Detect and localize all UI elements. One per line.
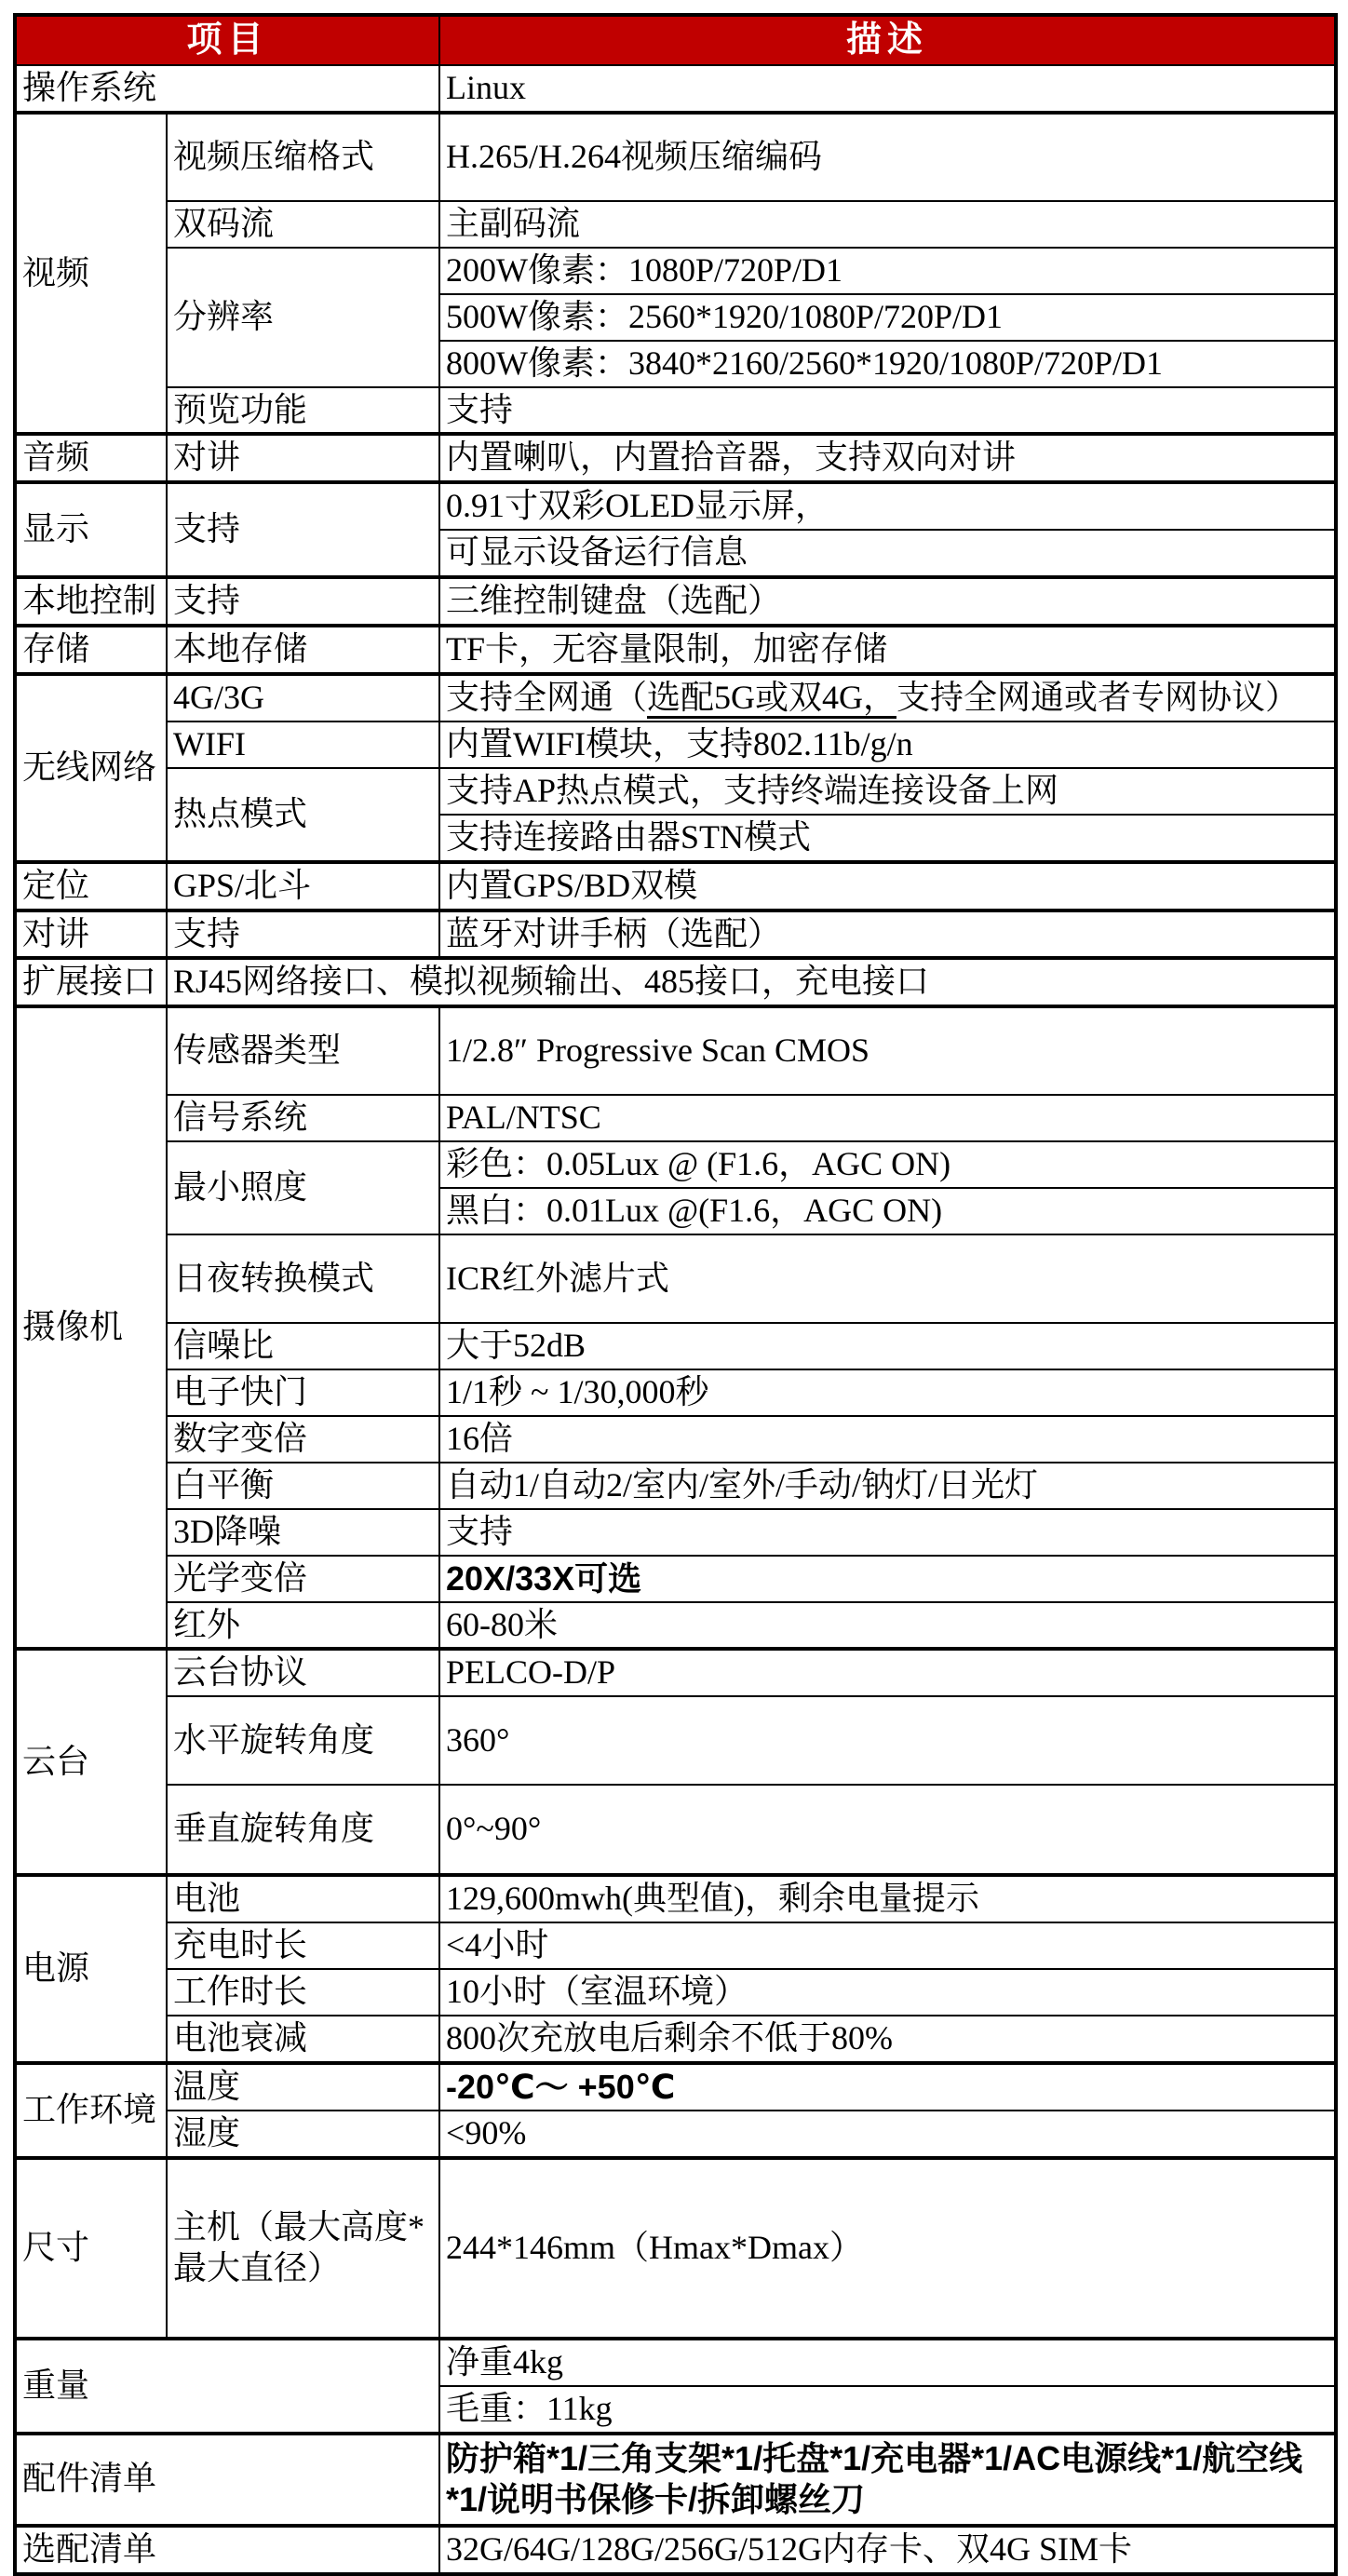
table-row	[15, 626, 1336, 674]
table-row	[15, 2339, 1336, 2386]
desc-cell: RJ45网络接口、模拟视频输出、485接口，充电接口	[167, 958, 1336, 1006]
category-cell: 摄像机	[15, 1006, 167, 1649]
desc-cell: 500W像素：2560*1920/1080P/720P/D1	[439, 294, 1336, 341]
table-row	[15, 1875, 1336, 1922]
table-row	[15, 958, 1336, 1006]
table-row	[15, 1696, 1336, 1785]
desc-cell: 三维控制键盘（选配）	[439, 577, 1336, 626]
desc-cell: <4小时	[439, 1922, 1336, 1969]
label-cell: 红外	[167, 1602, 439, 1650]
label-cell: 日夜转换模式	[167, 1234, 439, 1323]
desc-cell: 主副码流	[439, 201, 1336, 248]
column-header-desc: 描述	[439, 15, 1336, 65]
label-cell: 支持	[167, 577, 439, 626]
category-cell: 云台	[15, 1649, 167, 1875]
category-cell: 存储	[15, 626, 167, 674]
desc-cell: TF卡，无容量限制，加密存储	[439, 626, 1336, 674]
table-row	[15, 1556, 1336, 1602]
table-row	[15, 2063, 1336, 2111]
label-cell: 本地存储	[167, 626, 439, 674]
table-row	[15, 2016, 1336, 2063]
table-row	[15, 434, 1336, 482]
category-cell: 重量	[15, 2339, 439, 2434]
desc-cell: 244*146mm（Hmax*Dmax）	[439, 2158, 1336, 2339]
table-row	[15, 1006, 1336, 1095]
category-cell: 尺寸	[15, 2158, 167, 2339]
label-cell: 视频压缩格式	[167, 113, 439, 201]
spec-sheet	[13, 13, 1338, 2576]
underlined-text: 选配5G或双4G，	[647, 679, 896, 719]
table-row	[15, 910, 1336, 959]
table-row	[15, 1323, 1336, 1369]
label-cell: 光学变倍	[167, 1556, 439, 1602]
desc-cell: ICR红外滤片式	[439, 1234, 1336, 1323]
label-cell: 支持	[167, 482, 439, 577]
label-cell: 3D降噪	[167, 1509, 439, 1556]
desc-cell: 0°~90°	[439, 1785, 1336, 1875]
label-cell: 分辨率	[167, 248, 439, 387]
label-cell: WIFI	[167, 722, 439, 768]
table-row	[15, 1649, 1336, 1696]
desc-cell: <90%	[439, 2111, 1336, 2158]
category-cell: 定位	[15, 862, 167, 910]
desc-cell: 16倍	[439, 1416, 1336, 1463]
desc-cell: 1/2.8″ Progressive Scan CMOS	[439, 1006, 1336, 1095]
category-cell: 显示	[15, 482, 167, 577]
table-row	[15, 387, 1336, 435]
desc-cell: 0.91寸双彩OLED显示屏，	[439, 482, 1336, 530]
label-cell: 对讲	[167, 434, 439, 482]
desc-cell: Linux	[439, 65, 1336, 113]
label-cell: 电池	[167, 1875, 439, 1922]
desc-cell: 支持	[439, 1509, 1336, 1556]
table-row	[15, 1141, 1336, 1188]
category-cell: 配件清单	[15, 2434, 439, 2526]
desc-cell: 10小时（室温环境）	[439, 1969, 1336, 2016]
table-row	[15, 1922, 1336, 1969]
table-row	[15, 1463, 1336, 1509]
table-row	[15, 1969, 1336, 2016]
desc-cell: 支持AP热点模式，支持终端连接设备上网	[439, 768, 1336, 815]
label-cell: 主机（最大高度*最大直径）	[167, 2158, 439, 2339]
desc-cell: 内置喇叭，内置拾音器，支持双向对讲	[439, 434, 1336, 482]
table-row	[15, 1095, 1336, 1141]
desc-cell: H.265/H.264视频压缩编码	[439, 113, 1336, 201]
category-cell: 视频	[15, 113, 167, 435]
label-cell: 电子快门	[167, 1369, 439, 1416]
label-cell: 白平衡	[167, 1463, 439, 1509]
table-row	[15, 674, 1336, 722]
label-cell: 4G/3G	[167, 674, 439, 722]
desc-cell	[439, 674, 1336, 722]
desc-cell: -20℃～ +50℃	[439, 2063, 1336, 2111]
desc-cell: PAL/NTSC	[439, 1095, 1336, 1141]
label-cell: 湿度	[167, 2111, 439, 2158]
desc-cell: 大于52dB	[439, 1323, 1336, 1369]
desc-cell	[439, 2434, 1336, 2526]
table-row	[15, 201, 1336, 248]
category-cell: 电源	[15, 1875, 167, 2063]
label-cell: GPS/北斗	[167, 862, 439, 910]
table-row	[15, 2158, 1336, 2339]
table-row	[15, 1509, 1336, 1556]
category-cell: 扩展接口	[15, 958, 167, 1006]
label-cell: 热点模式	[167, 768, 439, 862]
label-cell: 双码流	[167, 201, 439, 248]
label-cell: 信号系统	[167, 1095, 439, 1141]
desc-cell: 129,600mwh(典型值)，剩余电量提示	[439, 1875, 1336, 1922]
desc-cell: 32G/64G/128G/256G/512G内存卡、双4G SIM卡	[439, 2526, 1336, 2574]
category-cell: 选配清单	[15, 2526, 439, 2574]
table-header-row	[15, 15, 1336, 65]
label-cell: 最小照度	[167, 1141, 439, 1234]
label-cell: 充电时长	[167, 1922, 439, 1969]
table-row	[15, 482, 1336, 530]
desc-cell: 200W像素：1080P/720P/D1	[439, 248, 1336, 294]
desc-cell: 800次充放电后剩余不低于80%	[439, 2016, 1336, 2063]
desc-cell: 彩色：0.05Lux @ (F1.6，AGC ON)	[439, 1141, 1336, 1188]
spec-table	[13, 13, 1338, 2576]
desc-cell: 支持连接路由器STN模式	[439, 815, 1336, 862]
table-row	[15, 113, 1336, 201]
label-cell: 云台协议	[167, 1649, 439, 1696]
label-cell: 预览功能	[167, 387, 439, 435]
category-cell: 本地控制	[15, 577, 167, 626]
table-row	[15, 1416, 1336, 1463]
table-row	[15, 2111, 1336, 2158]
desc-cell: 毛重：11kg	[439, 2386, 1336, 2434]
table-row	[15, 2526, 1336, 2574]
table-row	[15, 248, 1336, 294]
label-cell: 温度	[167, 2063, 439, 2111]
category-cell: 无线网络	[15, 674, 167, 862]
desc-cell: 蓝牙对讲手柄（选配）	[439, 910, 1336, 959]
column-header-item: 项目	[15, 15, 439, 65]
label-cell: 水平旋转角度	[167, 1696, 439, 1785]
desc-line: *1/说明书保修卡/拆卸螺丝刀	[446, 2480, 866, 2519]
desc-cell: 净重4kg	[439, 2339, 1336, 2386]
desc-cell: 内置GPS/BD双模	[439, 862, 1336, 910]
desc-cell: 1/1秒 ~ 1/30,000秒	[439, 1369, 1336, 1416]
desc-cell: 内置WIFI模块，支持802.11b/g/n	[439, 722, 1336, 768]
category-cell: 工作环境	[15, 2063, 167, 2158]
table-row	[15, 862, 1336, 910]
category-cell: 对讲	[15, 910, 167, 959]
desc-cell: 支持	[439, 387, 1336, 435]
desc-cell: 360°	[439, 1696, 1336, 1785]
table-row	[15, 1602, 1336, 1650]
label-cell: 工作时长	[167, 1969, 439, 2016]
desc-line: 防护箱*1/三角支架*1/托盘*1/充电器*1/AC电源线*1/航空线	[446, 2439, 1303, 2478]
desc-cell: 黑白：0.01Lux @(F1.6，AGC ON)	[439, 1188, 1336, 1234]
desc-text: 支持全网通或者专网协议）	[896, 678, 1300, 716]
table-row	[15, 1234, 1336, 1323]
desc-text: 支持全网通（	[446, 678, 648, 716]
label-cell: 电池衰减	[167, 2016, 439, 2063]
label-cell: 传感器类型	[167, 1006, 439, 1095]
desc-cell: 自动1/自动2/室内/室外/手动/钠灯/日光灯	[439, 1463, 1336, 1509]
table-row	[15, 722, 1336, 768]
label-cell: 信噪比	[167, 1323, 439, 1369]
desc-cell: PELCO-D/P	[439, 1649, 1336, 1696]
category-cell: 音频	[15, 434, 167, 482]
table-row	[15, 768, 1336, 815]
table-row	[15, 1369, 1336, 1416]
table-row	[15, 2434, 1336, 2526]
label-cell: 数字变倍	[167, 1416, 439, 1463]
desc-cell: 800W像素：3840*2160/2560*1920/1080P/720P/D1	[439, 341, 1336, 387]
table-row	[15, 1785, 1336, 1875]
desc-cell: 20X/33X可选	[439, 1556, 1336, 1602]
table-row	[15, 65, 1336, 113]
desc-cell: 可显示设备运行信息	[439, 530, 1336, 577]
label-cell: 垂直旋转角度	[167, 1785, 439, 1875]
table-row	[15, 577, 1336, 626]
label-cell: 支持	[167, 910, 439, 959]
desc-cell: 60-80米	[439, 1602, 1336, 1650]
category-cell: 操作系统	[15, 65, 439, 113]
